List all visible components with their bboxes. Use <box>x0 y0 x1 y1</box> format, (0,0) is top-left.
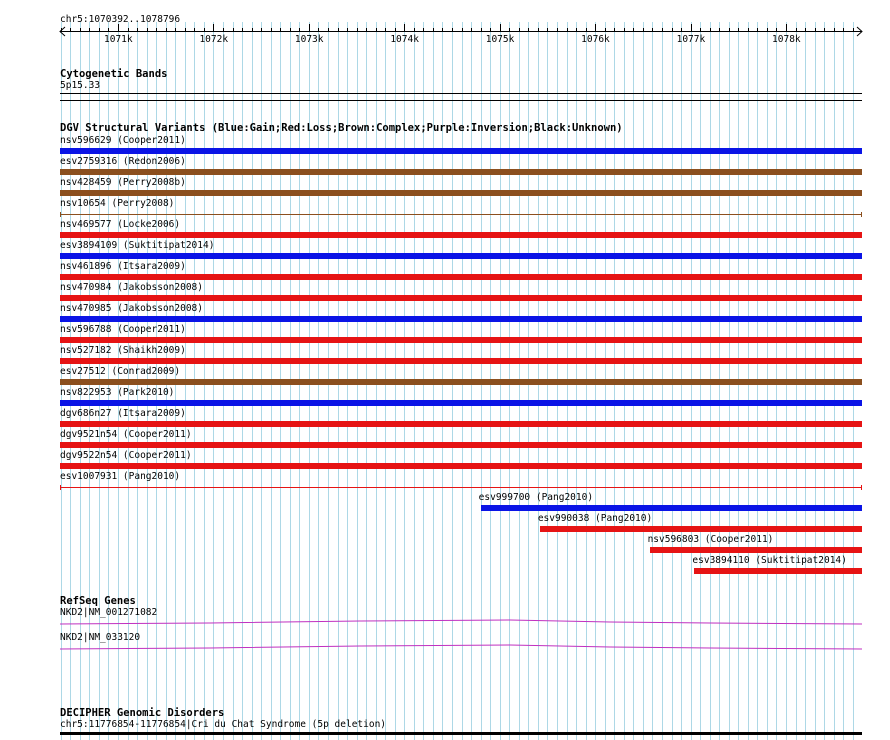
variant-label[interactable]: nsv10654 (Perry2008) <box>60 198 175 209</box>
variant-bar[interactable] <box>60 295 862 301</box>
gene-line[interactable] <box>60 620 862 624</box>
variant-bar[interactable] <box>60 232 862 238</box>
gene-line[interactable] <box>60 645 862 649</box>
refseq-track-title: RefSeq Genes <box>60 595 136 607</box>
ruler-tick-label: 1073k <box>294 34 324 45</box>
variant-label[interactable]: esv3894110 (Suktitipat2014) <box>692 555 847 566</box>
ruler-tick-label: 1071k <box>104 34 133 45</box>
variant-bar[interactable] <box>60 487 862 488</box>
variant-label[interactable]: esv27512 (Conrad2009) <box>60 366 181 377</box>
variant-bar[interactable] <box>60 169 862 175</box>
cyto-band-border <box>60 100 862 101</box>
variant-label[interactable]: esv990038 (Pang2010) <box>537 513 653 524</box>
gene-model[interactable] <box>0 642 890 654</box>
gene-label[interactable]: NKD2|NM_033120 <box>60 632 141 643</box>
variant-label[interactable]: nsv469577 (Locke2006) <box>60 219 181 230</box>
variant-bar[interactable] <box>481 505 862 511</box>
gene-model[interactable] <box>0 617 890 629</box>
variant-label[interactable]: esv2759316 (Redon2006) <box>60 156 186 167</box>
variant-bar[interactable] <box>60 442 862 448</box>
ruler-tick-label: 1076k <box>581 34 610 45</box>
variant-bar[interactable] <box>60 214 862 215</box>
variant-bar[interactable] <box>60 316 862 322</box>
decipher-feature-label[interactable]: chr5:11776854-11776854|Cri du Chat Syndrome (5p deletion) <box>60 719 387 730</box>
variant-bar[interactable] <box>540 526 862 532</box>
cyto-band-line <box>60 93 862 94</box>
variant-bar[interactable] <box>60 190 862 196</box>
cyto-band-label: 5p15.33 <box>60 80 101 91</box>
ruler-tick-label: 1074k <box>390 34 419 45</box>
variant-label[interactable]: nsv527182 (Shaikh2009) <box>60 345 186 356</box>
variant-bar[interactable] <box>60 337 862 343</box>
variant-label[interactable]: nsv428459 (Perry2008b) <box>60 177 186 188</box>
variant-label[interactable]: nsv596629 (Cooper2011) <box>60 135 186 146</box>
variant-label[interactable]: dgv9522n54 (Cooper2011) <box>60 450 192 461</box>
variant-label[interactable]: nsv461896 (Itsara2009) <box>60 261 186 272</box>
variant-bar[interactable] <box>60 421 862 427</box>
variant-label[interactable]: nsv470985 (Jakobsson2008) <box>60 303 203 314</box>
dgv-track-title: DGV Structural Variants (Blue:Gain;Red:Loss;Brown:Complex;Purple:Inversion;Black:Unknown) <box>60 122 623 134</box>
variant-label[interactable]: nsv470984 (Jakobsson2008) <box>60 282 203 293</box>
ruler-tick-label: 1072k <box>199 34 229 45</box>
variant-label[interactable]: nsv596788 (Cooper2011) <box>60 324 186 335</box>
ruler <box>0 0 890 50</box>
variant-bar[interactable] <box>60 463 862 469</box>
variant-label[interactable]: nsv822953 (Park2010) <box>60 387 175 398</box>
variant-bar[interactable] <box>60 379 862 385</box>
variant-bar[interactable] <box>694 568 862 574</box>
variant-label[interactable]: nsv596803 (Cooper2011) <box>647 534 774 545</box>
variant-bar[interactable] <box>60 358 862 364</box>
ruler-tick-label: 1078k <box>772 34 801 45</box>
variant-bar[interactable] <box>60 400 862 406</box>
variant-label[interactable]: dgv686n27 (Itsara2009) <box>60 408 186 419</box>
gene-label[interactable]: NKD2|NM_001271082 <box>60 607 158 618</box>
variant-label[interactable]: dgv9521n54 (Cooper2011) <box>60 429 192 440</box>
cyto-track-title: Cytogenetic Bands <box>60 68 168 80</box>
variant-bar[interactable] <box>60 148 862 154</box>
variant-bar[interactable] <box>60 253 862 259</box>
variant-bar[interactable] <box>650 547 862 553</box>
ruler-tick-label: 1077k <box>676 34 706 45</box>
decipher-feature-bar[interactable] <box>60 732 862 735</box>
variant-bar[interactable] <box>60 274 862 280</box>
variant-label[interactable]: esv3894109 (Suktitipat2014) <box>60 240 215 251</box>
variant-label[interactable]: esv1007931 (Pang2010) <box>60 471 181 482</box>
ruler-tick-label: 1075k <box>485 34 515 45</box>
coordinates-label: chr5:1070392..1078796 <box>60 14 181 25</box>
variant-label[interactable]: esv999700 (Pang2010) <box>478 492 594 503</box>
decipher-track-title: DECIPHER Genomic Disorders <box>60 707 225 719</box>
